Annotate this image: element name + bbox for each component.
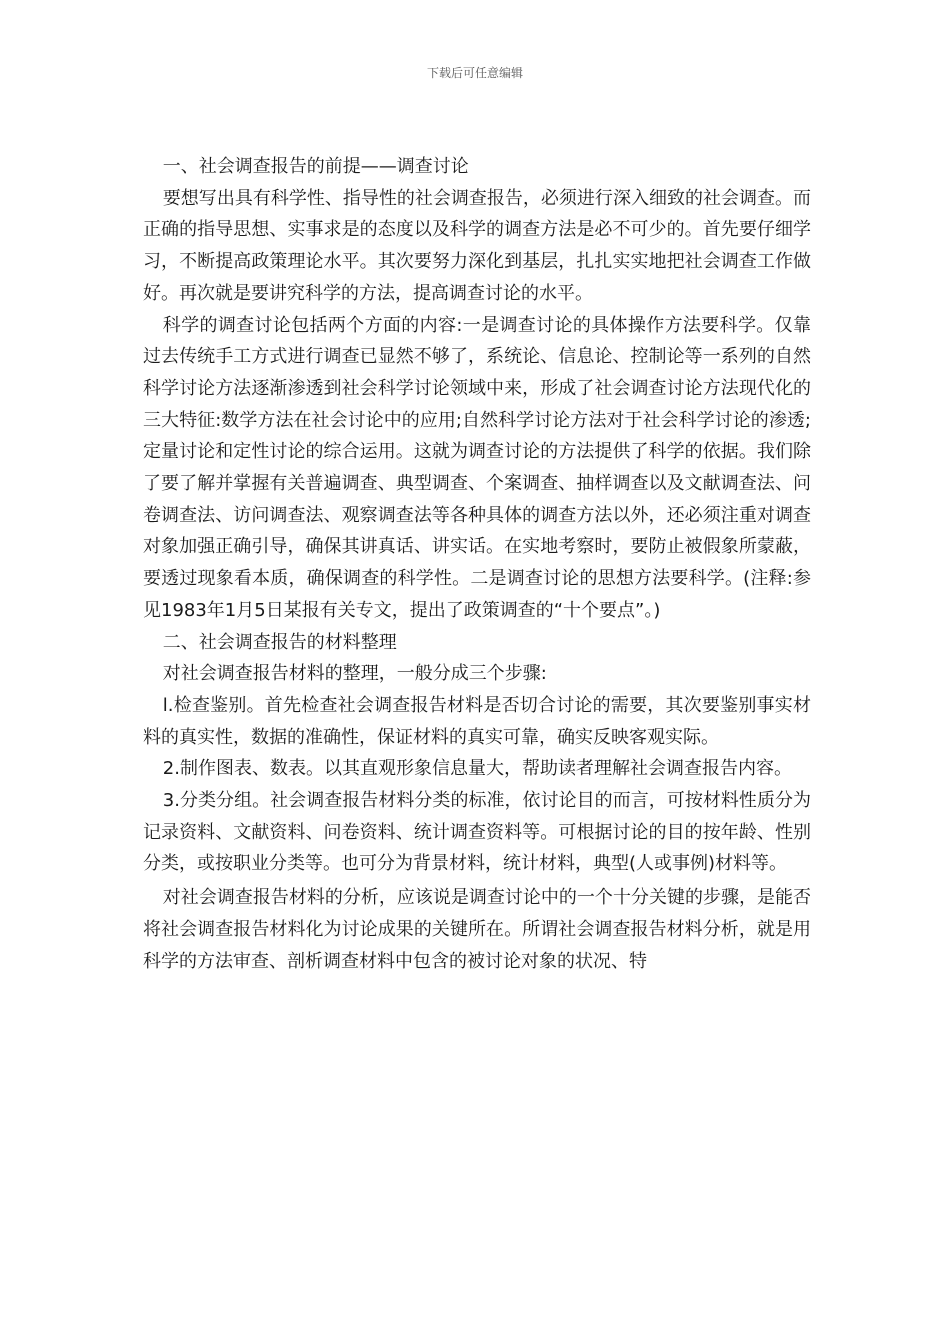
paragraph: 对社会调查报告材料的整理，一般分成三个步骤: xyxy=(162,663,547,685)
section-heading-2: 二、社会调查报告的材料整理 xyxy=(162,631,397,653)
section-heading-1: 一、社会调查报告的前提——调查讨论 xyxy=(162,156,469,177)
page-header-note: 下载后可任意编辑 xyxy=(426,66,523,80)
paragraph: 要想写出具有科学性、指导性的社会调查报告，必须进行深入细致的社会调查。而正确的指导思想、实事求是的态度以及科学的调查方法是必不可少的。首先要仔细学习，不断提高政策理论水平。其次要努力深化到基层，扎扎实实地把社会调查工作做好。再次就是要讲究科学的方法，提高调查讨论的水平。 xyxy=(143,187,811,304)
paragraph: 科学的调查讨论包括两个方面的内容:一是调查讨论的具体操作方法要科学。仅靠过去传统手工方式进行调查已显然不够了，系统论、信息论、控制论等一系列的自然科学讨论方法逐渐渗透到社会科学讨论领域中来，形成了社会调查讨论方法现代化的三大特征:数学方法在社会讨论中的应用;自然科学讨论方法对于社会科学讨论的渗透;定量讨论和定性讨论的综合运用。这就为调查讨论的方法提供了科学的依据。我们除了要了解并掌握有关普遍调查、典型调查、个案调查、抽样调查以及文献调查法、问卷调查法、访问调查法、观察调查法等各种具体的调查方法以外，还必须注重对调查对象加强正确引导，确保其讲真话、讲实话。在实地考察时，要防止被假象所蒙蔽，要透过现象看本质，确保调查的科学性。二是调查讨论的思想方法要科学。(注释:参见1983年1月5日某报有关专文，提出了政策调查的“十个要点”。) xyxy=(143,314,811,621)
document-body xyxy=(143,151,811,977)
list-item-step-3: 3.分类分组。社会调查报告材料分类的标准，依讨论目的而言，可按材料性质分为记录资料、文献资料、问卷资料、统计调查资料等。可根据讨论的目的按年龄、性别分类，或按职业分类等。也可分为背景材料，统计材料，典型(人或事例)材料等。 xyxy=(143,790,811,875)
paragraph: 对社会调查报告材料的分析，应该说是调查讨论中的一个十分关键的步骤，是能否将社会调查报告材料化为讨论成果的关键所在。所谓社会调查报告材料分析，就是用科学的方法审查、剖析调查材料中包含的被讨论对象的状况、特 xyxy=(143,887,811,972)
list-item-step-1: l.检查鉴别。首先检查社会调查报告材料是否切合讨论的需要，其次要鉴别事实材料的真实性，数据的准确性，保证材料的真实可靠，确实反映客观实际。 xyxy=(143,694,811,748)
list-item-step-2: 2.制作图表、数表。以其直观形象信息量大，帮助读者理解社会调查报告内容。 xyxy=(162,758,792,780)
